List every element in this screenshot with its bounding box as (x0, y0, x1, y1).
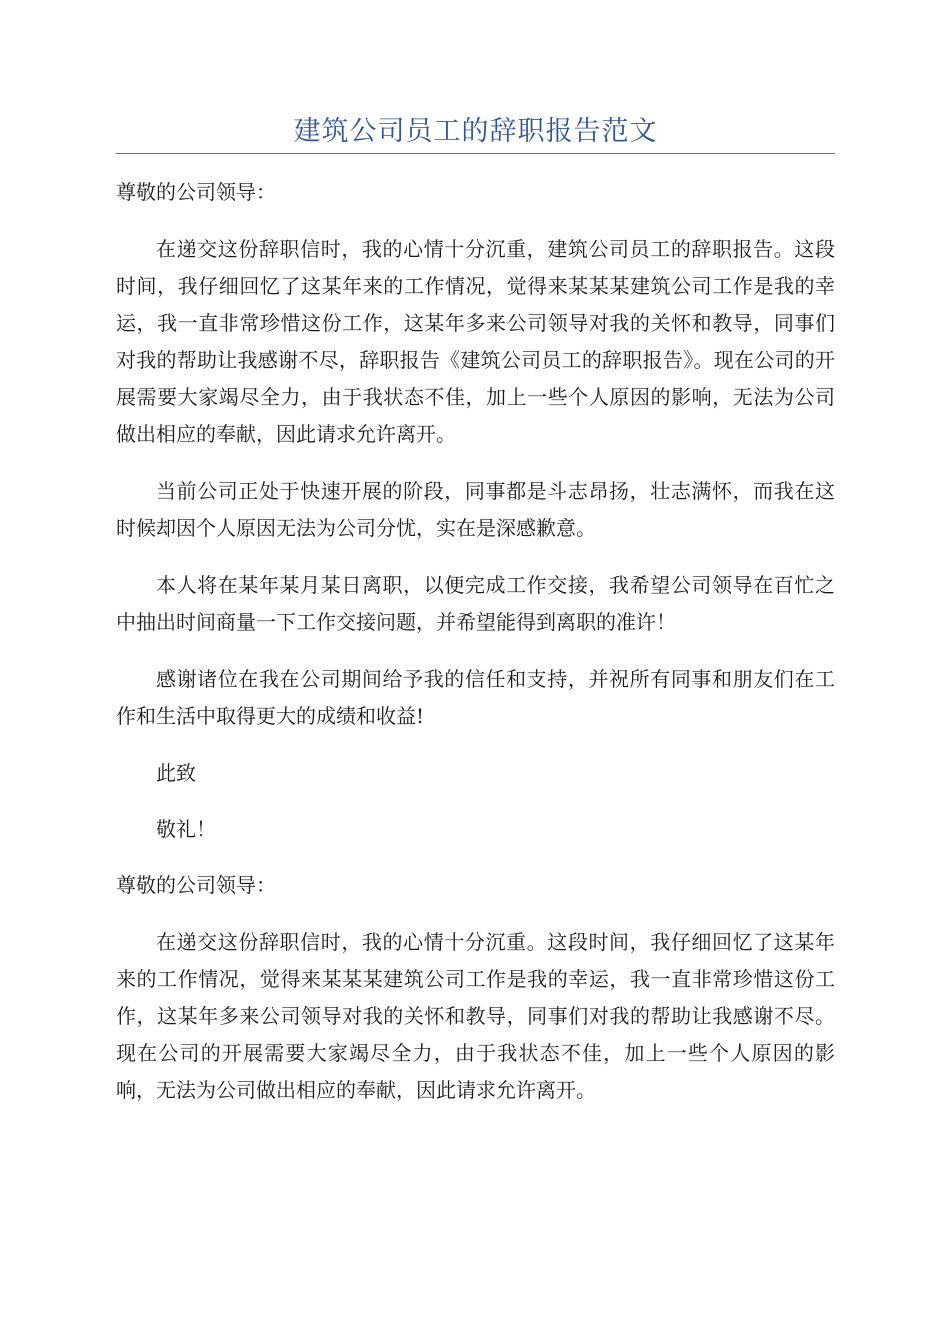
salutation: 尊敬的公司领导： (116, 180, 276, 204)
title-underline (116, 153, 835, 154)
paragraph: 感谢诸位在我在公司期间给予我的信任和支持，并祝所有同事和朋友们在工作和生活中取得更大的成绩和收益! (116, 667, 835, 728)
closing-line: 此致 (156, 761, 196, 785)
paragraph: 当前公司正处于快速开展的阶段，同事都是斗志昂扬，壮志满怀，而我在这时候却因个人原因无法为公司分忧，实在是深感歉意。 (116, 479, 835, 540)
document-title: 建筑公司员工的辞职报告范文 (293, 116, 658, 147)
closing-line: 敬礼！ (156, 817, 216, 841)
paragraph: 在递交这份辞职信时，我的心情十分沉重，建筑公司员工的辞职报告。这段时间，我仔细回忆了这某年来的工作情况，觉得来某某某建筑公司工作是我的幸运，我一直非常珍惜这份工作，这某年多来公司领导对我的关怀和教导，同事们对我的帮助让我感谢不尽，辞职报告《建筑公司员工的辞职报告》。现在公司的开展需要大家竭尽全力，由于我状态不佳，加上一些个人原因的影响，无法为公司做出相应的奉献，因此请求允许离开。 (116, 237, 835, 446)
paragraph: 本人将在某年某月某日离职，以便完成工作交接，我希望公司领导在百忙之中抽出时间商量一下工作交接问题，并希望能得到离职的准许！ (116, 573, 835, 634)
paragraph: 在递交这份辞职信时，我的心情十分沉重。这段时间，我仔细回忆了这某年来的工作情况，觉得来某某某建筑公司工作是我的幸运，我一直非常珍惜这份工作，这某年多来公司领导对我的关怀和教导，同事们对我的帮助让我感谢不尽。现在公司的开展需要大家竭尽全力，由于我状态不佳，加上一些个人原因的影响，无法为公司做出相应的奉献，因此请求允许离开。 (116, 930, 835, 1102)
salutation: 尊敬的公司领导： (116, 873, 276, 897)
document-body (116, 174, 835, 1129)
